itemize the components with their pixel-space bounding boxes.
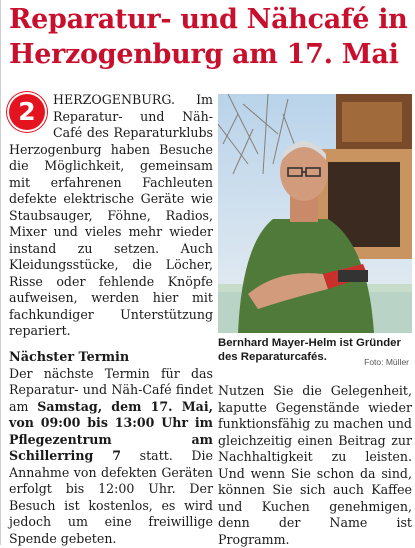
photo-credit: Foto: Müller	[364, 357, 409, 367]
dateline: HERZOGENBURG.	[53, 92, 175, 107]
article-number-badge: 2	[9, 94, 45, 130]
article-headline: Reparatur- und Nähcafé in Herzogenburg am 17. Mai	[9, 4, 408, 70]
section-paragraph	[9, 366, 213, 548]
intro-text: Im Reparatur- und Näh-Café des Reparaturklubs Herzogenburg haben Besuche die Möglichkeit, gemeinsam mit erfahrenen Fachleuten defekte elektrische Geräte wie Staubsauger, Föhne, Radios, Mixer und vieles mehr wieder instand zu setzen. Auch Kleidungsstücke, die Löcher, Risse oder fehlende Knöpfe aufweisen, werden hier mit fachkundiger Unterstützung repariert.	[9, 92, 213, 338]
article-photo	[218, 94, 412, 333]
closing-paragraph: Nutzen Sie die Gelegenheit, kaputte Gegenstände wieder funktionsfähig zu machen und gleichzeitig einen Beitrag zur Nachhaltigkeit zu leisten. Und wenn Sie schon da sind, können Sie sich auch Kaffee und Kuchen genehmigen, denn der Name ist Programm.	[218, 383, 412, 547]
photo-caption: Bernhard Mayer-Helm ist Gründer des Reparaturcafés.	[218, 337, 401, 363]
section-text-a: Der nächste Termin für das Reparatur- und Näh-Café findet am	[9, 365, 213, 414]
event-date-time-location: Samstag, dem 17. Mai, von 09:00 bis 13:00 Uhr im Pflegezentrum am Schillerring 7	[9, 398, 213, 463]
section-text-b: statt. Die Annahme von defekten Geräten erfolgt bis 12:00 Uhr. Der Besuch ist kostenlos, es wird jedoch um eine freiwillige Spende gebeten.	[9, 448, 213, 546]
article-body-left	[9, 92, 213, 547]
photo-illustration	[218, 94, 412, 333]
section-heading: Nächster Termin	[9, 349, 130, 365]
